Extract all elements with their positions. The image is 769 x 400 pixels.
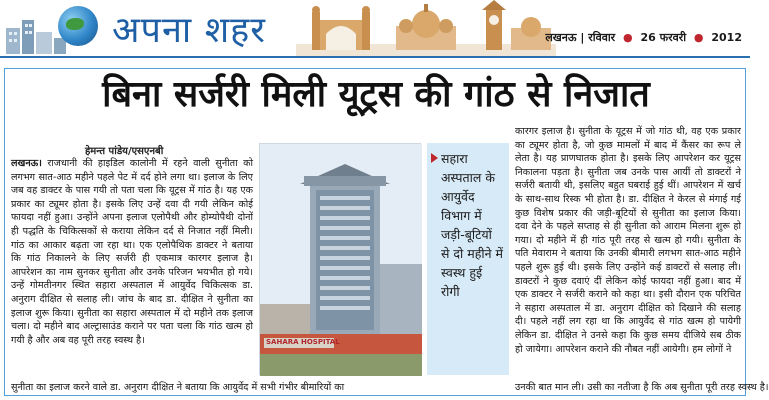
article-bottom-line-left: सुनीता का इलाज करने वाले डा. अनुराग दीक्षित ने बताया कि आयुर्वेद में सभी गंभीर बीमारियों का [11, 382, 345, 393]
article-dateline: लखनऊ। [11, 158, 42, 169]
highlight-box [427, 143, 509, 375]
monuments-illustration [296, 0, 556, 56]
triangle-right-icon [431, 153, 438, 163]
bullet-icon: ● [623, 31, 633, 44]
separator: | [580, 31, 589, 44]
dateline [545, 30, 742, 45]
globe-icon [58, 6, 98, 46]
news-article [4, 68, 769, 396]
highlight-text: सहारा अस्पताल के आयुर्वेद विभाग में जड़ी-बूटियों से दो महीने में स्वस्थ हुई रोगी [441, 151, 504, 299]
article-column-3: कारगर इलाज है। सुनीता के यूट्रस में जो गांठ थी, वह एक प्रकार का ट्यूमर होता है, जो कुछ मामलों में बाद में कैंसर का रूप ले लेता है। यह प्राणघातक होता है। इसके लिए आपरेशन कर यूट्रस निकालना पड़ता है। सुनीता जब उनके पास आयीं तो डाक्टरों ने सर्जरी बतायी थी, इसलिए बहुत घबराई हुई थीं। आपरेशन में खर्च के साथ-साथ रिस्क भी होता है। डा. दीक्षित ने केरल से मंगाई गई कुछ विशेष प्रकार की जड़ी-बूटियों से सुनीता का इलाज किया। दवा देने के पहले सप्ताह से ही सुनीता को आराम मिलना शुरू हो गया। दो महीने में ही गांठ पूरी तरह से खत्म हो गयी। सुनीता के पति मेवाराम ने बताया कि उनकी बीमारी लगभग सात-आठ महीने पहले शुरू हुई थी। इसके लिए उन्होंने कई डाक्टरों से सलाह ली। डाक्टरों ने कुछ दवाएं दीं लेकिन कोई फायदा नहीं हुआ। बाद में एक डाक्टर ने सर्जरी कराने को कहा था। इसी दौरान एक परिचित ने सहारा अस्पताल में डा. अनुराग दीक्षित को दिखाने की सलाह दी। पहले नहीं लग रहा था कि आयुर्वेद से गांठ खत्म हो पायेगी लेकिन डा. दीक्षित ने उनसे कहा कि कुछ समय दीजिये सब ठीक हो जायेगा। आपरेशन कराने की नौबत नहीं आयेगी। हम लोगों ने [515, 126, 741, 355]
dateline-year: 2012 [711, 31, 742, 44]
article-byline: हेमन्त पांडेय/एसएनबी [85, 146, 164, 157]
bullet-icon: ● [693, 31, 704, 44]
hospital-sign: SAHARA HOSPITAL [266, 338, 340, 346]
article-column-1 [11, 157, 253, 379]
article-bottom-line-right: उनकी बात मान ली। उसी का नतीजा है कि अब सुनीता पूरी तरह स्वस्थ है। [515, 382, 769, 393]
dateline-day: रविवार [588, 31, 616, 44]
newspaper-section-title: अपना शहर [112, 10, 267, 51]
article-column-1-text: राजधानी की हाइडिल कालोनी में रहने वाली सुनीता को लगभग सात-आठ महीने पहले पेट में दर्द होने लगा था। इलाज के लिए जब वह डाक्टर के पास गयी तो पता चला कि यूट्रस में गांठ है। यह एक प्रकार का ट्यूमर होता है। इसके लिए उन्हें दवा दी गयी लेकिन कोई फायदा नहीं हुआ। उन्होंने अपना इलाज एलोपैथी और होम्योपैथी दोनों ही पद्धति के चिकित्सकों से कराया लेकिन दर्द से निजात नहीं मिली। गांठ का आकार बढ़ता जा रहा था। एक एलोपैथिक डाक्टर ने बताया कि गांठ निकालने के लिए सर्जरी ही एकमात्र कारगर इलाज है। आपरेशन का नाम सुनकर सुनीता और उनके परिजन भयभीत हो गये। उन्हें गोमतीनगर स्थित सहारा अस्पताल में आयुर्वेद चिकित्सक डा. अनुराग दीक्षित से सलाह ली। जांच के बाद डा. दीक्षित ने सुनीता का इलाज शुरू किया। सुनीता का सहारा अस्पताल में दो महीने तक इलाज चला। दो महीने बाद अल्ट्रासाउंड कराने पर पता चला कि गांठ खत्म हो गयी है और अब वह पूरी तरह स्वस्थ है। [11, 158, 253, 346]
dateline-date: 26 फरवरी [640, 31, 687, 44]
masthead [0, 0, 750, 58]
hospital-photo [259, 143, 421, 375]
dateline-city: लखनऊ [545, 31, 577, 44]
article-headline: बिना सर्जरी मिली यूट्रस की गांठ से निजात [102, 74, 650, 115]
